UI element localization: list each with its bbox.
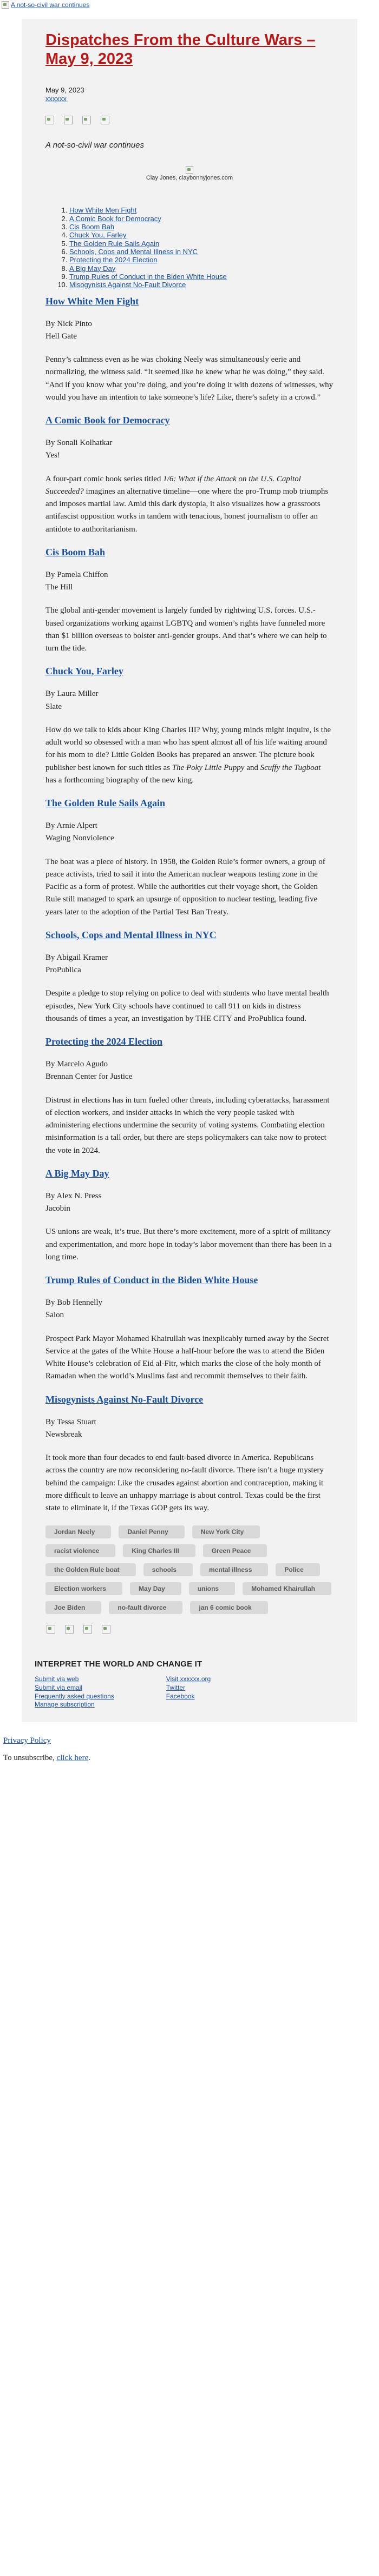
- footer-links: [35, 1675, 344, 1709]
- story-title[interactable]: [45, 1274, 334, 1286]
- tag-chip[interactable]: King Charles III: [123, 1544, 195, 1557]
- toc-link[interactable]: Trump Rules of Conduct in the Biden White House: [69, 272, 227, 281]
- story-title-text: How White Men Fight: [45, 295, 139, 307]
- byline: [45, 1416, 334, 1442]
- story: [45, 296, 334, 404]
- email-icon[interactable]: [83, 1625, 92, 1634]
- toc-item: [69, 206, 334, 214]
- story: [45, 930, 334, 1025]
- story-source: The Hill: [45, 583, 73, 592]
- summary-segment: How do we talk to kids about King Charles III? Why, young minds might inquire, is the adult world so obsessed with a man who has spent almost all of his life waiting around for his mom to die? Little Golden Books has prepared an answer. The picture book publisher best known for such titles as: [45, 725, 331, 772]
- story-title-text: A Comic Book for Democracy: [45, 415, 170, 426]
- story-summary: Despite a pledge to stop relying on police to deal with students who have mental health episodes, New York City schools have continued to call 911 on kids in distress thousands of times a year, an investigation by THE CITY and ProPublica found.: [45, 989, 329, 1023]
- tag-chip[interactable]: May Day: [130, 1582, 181, 1595]
- twitter-icon[interactable]: [64, 116, 73, 124]
- unsubscribe-suffix: .: [88, 1753, 90, 1762]
- story-summary: Penny’s calmness even as he was choking Neely was simultaneously eerie and normalizing, the witness said. “It seemed like he knew what he was doing,” they said. “And if you know what you’re doing, and you’re doing it with dozens of witnesses, why would you have an intention to take someone’s life? Like, there’s safety in a crowd.”: [45, 355, 334, 402]
- summary-segment: The Poky Little Puppy: [172, 763, 245, 772]
- toc-link[interactable]: Cis Boom Bah: [69, 222, 115, 231]
- tag-chip[interactable]: schools: [143, 1563, 193, 1576]
- story-source: Jacobin: [45, 1204, 70, 1213]
- social-share-row: [45, 116, 334, 124]
- story-author: By Alex N. Press: [45, 1191, 102, 1200]
- tag-chip[interactable]: New York City: [192, 1525, 260, 1538]
- story-title[interactable]: [45, 296, 334, 307]
- toc-item: [69, 223, 334, 231]
- story-title-text: A Big May Day: [45, 1167, 109, 1179]
- story-title[interactable]: [45, 547, 334, 558]
- story-title-suffix: in the Biden White House: [149, 1274, 258, 1286]
- byline: [45, 1297, 334, 1322]
- story: [45, 798, 334, 919]
- toc-link[interactable]: How White Men Fight: [69, 206, 137, 215]
- summary-segment: and: [244, 763, 260, 772]
- footer-link[interactable]: Submit via web: [35, 1675, 79, 1683]
- banner-image-link[interactable]: [2, 1, 89, 9]
- story-title[interactable]: [45, 415, 334, 426]
- tag-chip[interactable]: Green Peace: [203, 1544, 267, 1557]
- unsubscribe-line: [3, 1754, 379, 1763]
- story-author: By Nick Pinto: [45, 319, 92, 328]
- story: [45, 1274, 334, 1383]
- summary-segment: has a forthcoming biography of the new king.: [45, 775, 194, 785]
- byline: [45, 318, 334, 343]
- summary-segment: 1/6: What if the Attack on the U.S. Capitol Succeeded?: [45, 474, 301, 496]
- tag-chip[interactable]: Election workers: [45, 1582, 122, 1595]
- story-source: ProPublica: [45, 966, 81, 975]
- story: [45, 1036, 334, 1157]
- story: [45, 666, 334, 787]
- story-title[interactable]: [45, 1168, 334, 1179]
- toc-link[interactable]: A Big May Day: [69, 264, 116, 273]
- footer-links-right: [166, 1675, 211, 1709]
- photo-credit: Clay Jones, claybonnyjones.com: [146, 175, 233, 182]
- toc-item: [69, 256, 334, 264]
- header-photo: [45, 166, 334, 181]
- toc-item: [69, 215, 334, 223]
- facebook-icon[interactable]: [45, 116, 54, 124]
- story-author: By Arnie Alpert: [45, 821, 97, 831]
- footer-heading: INTERPRET THE WORLD AND CHANGE IT: [35, 1659, 202, 1669]
- byline: [45, 437, 334, 462]
- toc-link[interactable]: The Golden Rule Sails Again: [69, 239, 160, 248]
- story: [45, 1394, 334, 1515]
- legal-footer: [3, 1736, 379, 1763]
- story-title[interactable]: [45, 1394, 334, 1405]
- story-source: Hell Gate: [45, 331, 77, 341]
- story-author: By Pamela Chiffon: [45, 570, 108, 579]
- story-title-text: Schools, Cops and Mental Illness in NYC: [45, 929, 217, 940]
- footer-link[interactable]: Facebook: [166, 1692, 195, 1700]
- story-summary: Prospect Park Mayor Mohamed Khairullah was inexplicably turned away by the Secret Service at the gates of the White House a half-hour before the was to attend the Biden White House’s celebration of Eid al-Fitr, which marks the close of the holy month of Ramadan when the world’s Muslims fast and recommit themselves to their faith.: [45, 1334, 329, 1381]
- story-title-text: Trump Rules of Conduct: [45, 1274, 149, 1286]
- footer: [22, 1659, 357, 1722]
- byline: [45, 569, 334, 594]
- story-summary: The global anti-gender movement is largely funded by rightwing U.S. forces. U.S.-based organizations working against LGBTQ and women’s rights have funneled more than $1 billion overseas to bolster anti-gender groups. And that’s where we can help to turn the tide.: [45, 606, 327, 653]
- story-source: Waging Nonviolence: [45, 834, 114, 843]
- twitter-icon[interactable]: [65, 1625, 74, 1634]
- toc-link[interactable]: Misogynists Against No-Fault Divorce: [69, 281, 186, 289]
- footer-links-left: [35, 1675, 114, 1709]
- unsubscribe-prefix: To unsubscribe,: [3, 1753, 57, 1762]
- story-summary: [45, 473, 334, 536]
- toc-item: [69, 281, 334, 289]
- story-summary: It took more than four decades to end fault-based divorce in America. Republicans across the country are now reconsidering no-fault divorce. There isn’t a huge mystery behind the campaign: Like the crusades against abortion and contraception, making it more difficult to leave an unhappy marriage is about control. Texas could be the first state to eliminate it, if the Texas GOP gets its way.: [45, 1453, 324, 1513]
- story: [45, 547, 334, 655]
- byline: [45, 688, 334, 713]
- footer-link[interactable]: Frequently asked questions: [35, 1692, 114, 1700]
- toc-item: [69, 264, 334, 273]
- summary-segment: A four-part comic book series titled: [45, 474, 164, 483]
- tag-chip[interactable]: Daniel Penny: [119, 1525, 184, 1538]
- tag-chip[interactable]: Police: [276, 1563, 319, 1576]
- story-author: By Tessa Stuart: [45, 1417, 96, 1426]
- byline: [45, 820, 334, 845]
- story-summary: [45, 724, 334, 787]
- toc-link[interactable]: Protecting the 2024 Election: [69, 256, 158, 264]
- story-source: Brennan Center for Justice: [45, 1072, 133, 1081]
- issue-date: May 9, 2023: [45, 85, 84, 94]
- story-source: Newsbreak: [45, 1430, 82, 1439]
- tag-list: [45, 1525, 334, 1614]
- tagline: A not-so-civil war continues: [45, 141, 145, 150]
- story-summary: The boat was a piece of history. In 1958, the Golden Rule’s former owners, a group of peace activists, tried to sail it into the American nuclear weapons testing zone in the Pacific as a form of protest. While the authorities cut their voyage short, the Golden Rule still managed to spark an upsurge of opposition to nuclear testing, leading five years later to the adoption of the Partial Test Ban Treaty.: [45, 857, 325, 917]
- story: [45, 415, 334, 536]
- byline: [45, 1190, 334, 1216]
- tag-chip[interactable]: the Golden Rule boat: [45, 1563, 136, 1576]
- story-list: [45, 296, 334, 1515]
- story-source: Salon: [45, 1311, 64, 1320]
- toc-item: [69, 240, 334, 248]
- newsletter-title[interactable]: Dispatches From the Culture Wars – May 9, 2023: [45, 31, 316, 68]
- tag-chip[interactable]: unions: [189, 1582, 235, 1595]
- share-icon[interactable]: [101, 116, 109, 124]
- story-source: Slate: [45, 702, 62, 711]
- story-title-text: The Golden Rule Sails Again: [45, 798, 166, 809]
- author-link[interactable]: xxxxxx: [45, 95, 67, 103]
- story-title[interactable]: [45, 930, 334, 941]
- unsubscribe-link[interactable]: click here: [56, 1753, 89, 1762]
- toc-item: [69, 273, 334, 281]
- story-author: By Abigail Kramer: [45, 953, 108, 962]
- byline: [45, 952, 334, 977]
- story-author: By Marcelo Agudo: [45, 1060, 108, 1069]
- tag-chip[interactable]: Mohamed Khairullah: [243, 1582, 331, 1595]
- story-summary: US unions are weak, it’s true. But there’s more excitement, more of a spirit of militancy and experimentation, and more hope in today’s labor movement than there has been in a long time.: [45, 1227, 332, 1262]
- broken-image-icon: [186, 166, 193, 174]
- story-title-text: Cis Boom Bah: [45, 546, 106, 557]
- banner-alt-text: A not-so-civil war continues: [11, 1, 90, 9]
- story-author: By Bob Hennelly: [45, 1298, 102, 1307]
- tag-chip[interactable]: Joe Biden: [45, 1601, 101, 1614]
- footer-link[interactable]: Submit via email: [35, 1683, 83, 1691]
- tag-chip[interactable]: Jordan Neely: [45, 1525, 111, 1538]
- story-title[interactable]: [45, 1036, 334, 1047]
- toc-link[interactable]: Schools, Cops and Mental Illness in NYC: [69, 247, 198, 256]
- tag-chip[interactable]: mental illness: [200, 1563, 268, 1576]
- summary-segment: imagines an alternative timeline—one where the pro-Trump mob triumphs and imposes martial law. Amid this dark dystopia, it also visualizes how a grassroots antifascist opposition works in tandem with tenacious, honest journalism to offer an antidote to authoritarianism.: [45, 487, 329, 534]
- summary-segment: Scuffy the Tugboat: [260, 763, 321, 772]
- email-icon[interactable]: [82, 116, 91, 124]
- story-author: By Sonali Kolhatkar: [45, 439, 113, 448]
- story-title-text: Misogynists Against No-Fault Divorce: [45, 1393, 204, 1405]
- newsletter-body: [22, 19, 357, 1659]
- byline: [45, 1058, 334, 1084]
- footer-link[interactable]: Manage subscription: [35, 1701, 95, 1709]
- table-of-contents: [45, 206, 334, 289]
- footer-link[interactable]: Visit xxxxxx.org: [166, 1675, 211, 1683]
- tag-chip[interactable]: jan 6 comic book: [190, 1601, 267, 1614]
- footer-social-row: [45, 1625, 334, 1634]
- tag-chip[interactable]: no-fault divorce: [109, 1601, 182, 1614]
- story-title-text: Protecting the 2024 Election: [45, 1036, 163, 1047]
- broken-image-icon: [2, 1, 9, 9]
- story-title[interactable]: [45, 798, 334, 809]
- toc-link[interactable]: Chuck You, Farley: [69, 231, 127, 240]
- story-title-text: Chuck You, Farley: [45, 666, 123, 677]
- story-author: By Laura Miller: [45, 689, 99, 699]
- toc-item: [69, 231, 334, 239]
- story-title[interactable]: [45, 666, 334, 677]
- share-icon[interactable]: [102, 1625, 110, 1634]
- story: [45, 1168, 334, 1264]
- privacy-policy-link[interactable]: Privacy Policy: [3, 1736, 51, 1745]
- toc-link[interactable]: A Comic Book for Democracy: [69, 214, 161, 223]
- footer-link[interactable]: Twitter: [166, 1683, 186, 1691]
- story-source: Yes!: [45, 451, 60, 460]
- facebook-icon[interactable]: [47, 1625, 55, 1634]
- story-summary: Distrust in elections has in turn fueled other threats, including cyberattacks, harassment of election workers, and insider attacks in which the very people tasked with administering elections undermine the security of voting systems. Combating election misinformation is a tall order, but there are steps policymakers can take now to protect the vote in 2024.: [45, 1096, 330, 1155]
- toc-item: [69, 248, 334, 256]
- tag-chip[interactable]: racist violence: [45, 1544, 115, 1557]
